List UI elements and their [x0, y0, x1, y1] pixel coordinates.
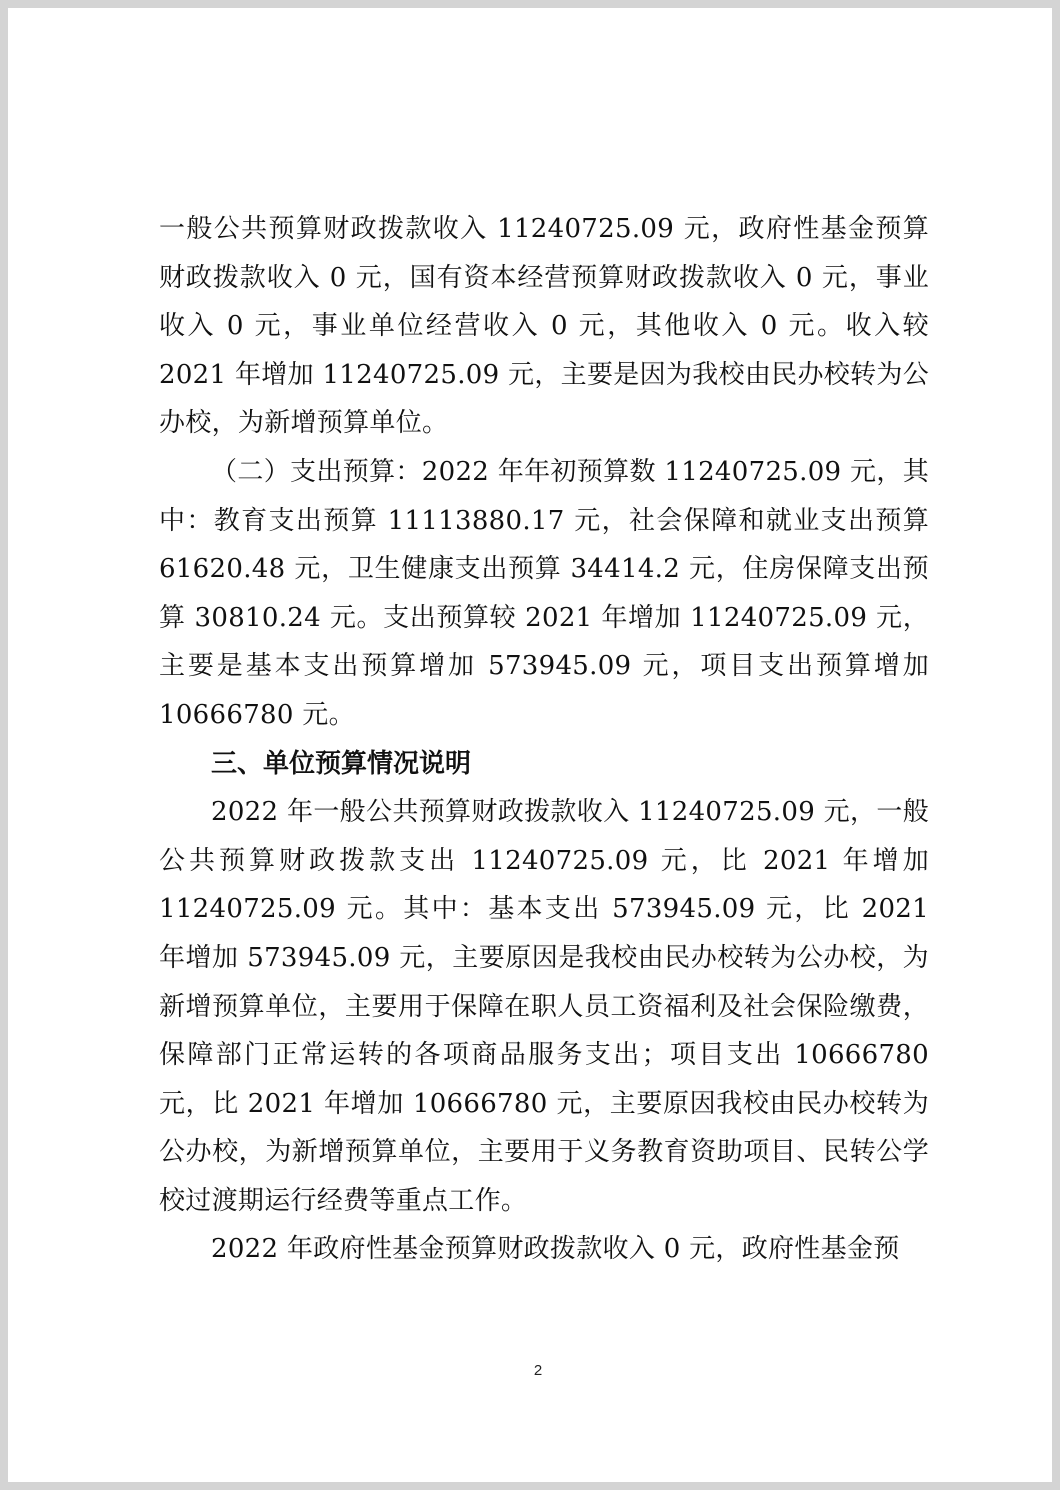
paragraph-expenditure-budget: （二）支出预算：2022 年年初预算数 11240725.09 元，其中：教育支出预算 11113880.17 元，社会保障和就业支出预算 61620.48 元，卫生健康支出预算 34414.2 元，住房保障支出预算 30810.24 元。支出预算较 2021 年增加 11240725.09 元，主要是基本支出预算增加 573945.09 元，项目支出预算增加 10666780 元。 [159, 456, 929, 730]
section-heading-unit-budget: 三、单位预算情况说明 [211, 748, 472, 779]
page-number: 2 [533, 1362, 543, 1379]
paragraph-general-public-budget: 2022 年一般公共预算财政拨款收入 11240725.09 元，一般公共预算财政拨款支出 11240725.09 元，比 2021 年增加 11240725.09 元。其中：基本支出 573945.09 元，比 2021 年增加 573945.09 元，主要原因是我校由民办校转为公办校，为新增预算单位，主要用于保障在职人员工资福利及社会保险缴费，保障部门正常运转的各项商品服务支出；项目支出 10666780 元，比 2021 年增加 10666780 元，主要原因我校由民办校转为公办校，为新增预算单位，主要用于义务教育资助项目、民转公学校过渡期运行经费等重点工作。 [159, 797, 929, 1216]
document-body [159, 205, 929, 1274]
paragraph-government-fund-budget: 2022 年政府性基金预算财政拨款收入 0 元，政府性基金预 [211, 1234, 900, 1265]
paragraph-income-continued: 一般公共预算财政拨款收入 11240725.09 元，政府性基金预算财政拨款收入 0 元，国有资本经营预算财政拨款收入 0 元，事业收入 0 元，事业单位经营收入 0 元，其他收入 0 元。收入较 2021 年增加 11240725.09 元，主要是因为我校由民办校转为公办校，为新增预算单位。 [159, 214, 929, 439]
